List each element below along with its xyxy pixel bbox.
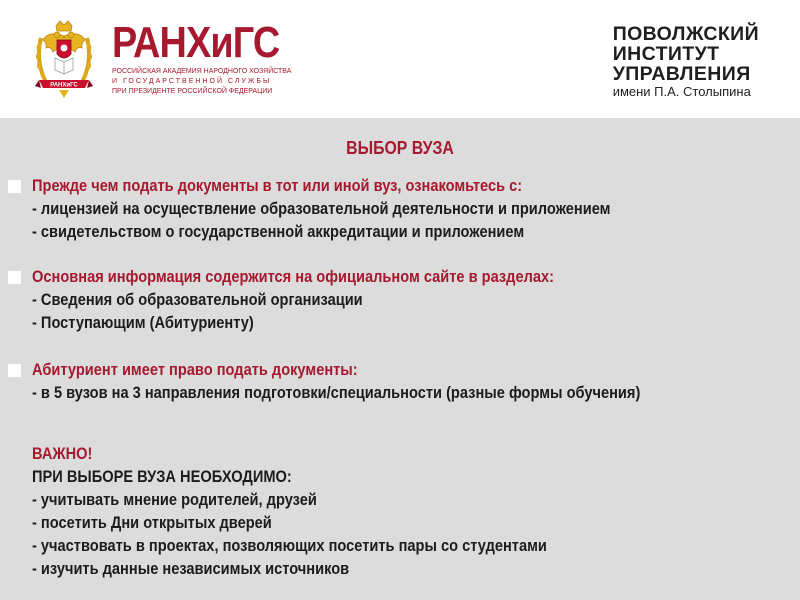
slide-content [0, 118, 800, 600]
bullet-icon [8, 364, 21, 377]
section-heading: Прежде чем подать документы в тот или иной вуз, ознакомьтесь с: [32, 176, 523, 195]
institute-logo [613, 24, 759, 100]
institute-name-line-3: УПРАВЛЕНИЯ [612, 63, 751, 85]
academy-logo-subtitle-3: ПРИ ПРЕЗИДЕНТЕ РОССИЙСКОЙ ФЕДЕРАЦИИ [112, 86, 273, 95]
institute-name-line-4: имени П.А. Столыпина [612, 84, 751, 99]
header [0, 0, 800, 118]
academy-logo [112, 20, 302, 96]
list-item: - свидетельством о государственной аккредитации и приложением [32, 222, 525, 241]
list-item: - Поступающим (Абитуриенту) [32, 313, 254, 332]
list-item: - в 5 вузов на 3 направления подготовки/специальности (разные формы обучения) [32, 383, 641, 402]
academy-logo-subtitle-2: И ГОСУДАРСТВЕННОЙ СЛУЖБЫ [112, 76, 272, 85]
page-title: ВЫБОР ВУЗА [346, 138, 454, 158]
list-item: - посетить Дни открытых дверей [32, 513, 272, 532]
important-heading: ВАЖНО! [32, 444, 93, 463]
academy-logo-name: РАНХиГС [112, 18, 280, 67]
emblem-ribbon-text: РАНХиГС [50, 82, 78, 89]
list-item: - участвовать в проектах, позволяющих посетить пары со студентами [32, 536, 547, 555]
list-item: - лицензией на осуществление образовательной деятельности и приложением [32, 199, 611, 218]
bullet-icon [8, 180, 21, 193]
bullet-icon [8, 271, 21, 284]
important-subheading: ПРИ ВЫБОРЕ ВУЗА НЕОБХОДИМО: [32, 467, 292, 486]
list-item: - изучить данные независимых источников [32, 559, 350, 578]
academy-logo-subtitle-1: РОССИЙСКАЯ АКАДЕМИЯ НАРОДНОГО ХОЗЯЙСТВА [112, 66, 292, 75]
academy-emblem-icon [33, 18, 95, 100]
institute-name-line-1: ПОВОЛЖСКИЙ [612, 23, 759, 45]
section-heading: Основная информация содержится на официальном сайте в разделах: [32, 267, 555, 286]
institute-name-line-2: ИНСТИТУТ [612, 43, 720, 65]
section-heading: Абитуриент имеет право подать документы: [32, 360, 358, 379]
list-item: - учитывать мнение родителей, друзей [32, 490, 317, 509]
list-item: - Сведения об образовательной организации [32, 290, 363, 309]
